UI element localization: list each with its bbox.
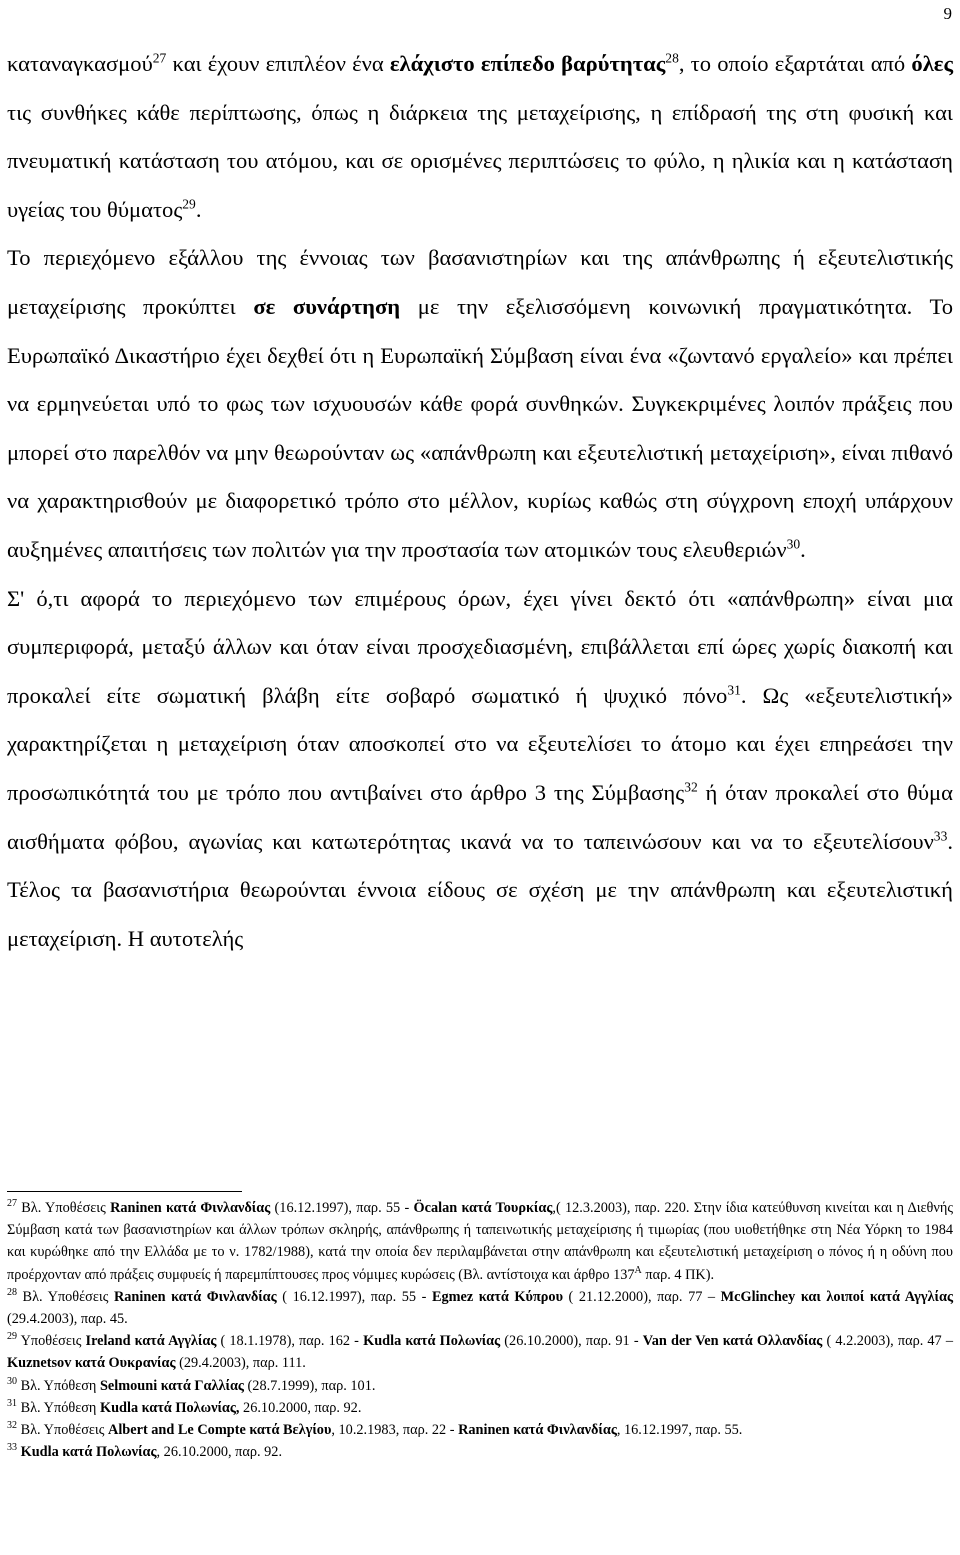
bold-text: σε συνάρτηση <box>253 293 401 319</box>
footnote-ref: 28 <box>7 1287 17 1299</box>
footnote <box>7 1441 953 1463</box>
text-run: (29.4.2003), παρ. 45. <box>7 1311 128 1328</box>
footnote-ref: 32 <box>7 1420 17 1432</box>
text-run: ( 16.12.1997), παρ. 55 - <box>276 1288 432 1305</box>
bold-text: Kuznetsov κατά Ουκρανίας <box>7 1355 176 1372</box>
bold-text: Raninen κατά Φινλανδίας <box>110 1200 271 1216</box>
footnote-divider <box>7 1191 242 1192</box>
bold-text: Raninen κατά Φινλανδίας <box>458 1422 617 1439</box>
text-run: και έχουν επιπλέον ένα <box>166 51 390 76</box>
footnote <box>7 1375 953 1397</box>
text-run: τις συνθήκες κάθε περίπτωσης, όπως η διάρκεια της μεταχείρισης, η επίδρασή της στη φυσική και πνευματική κατάσταση του ατόμου, και σε ορισμένες περιπτώσεις το φύλο, η ηλικία και η κατάσταση υγείας του θύματος <box>7 99 953 222</box>
footnote <box>7 1397 953 1419</box>
text-run: ( 18.1.1978), παρ. 162 - <box>216 1333 364 1350</box>
footnotes <box>7 1197 953 1463</box>
text-run: ( 4.2.2003), παρ. 47 – <box>822 1333 953 1350</box>
text-run: παρ. 4 ΠΚ). <box>641 1266 715 1283</box>
footnote <box>7 1419 953 1441</box>
text-run: Βλ. Υπόθεση <box>17 1399 100 1416</box>
footnote-ref: 29 <box>182 196 196 212</box>
text-run: (26.10.2000), παρ. 91 - <box>500 1333 643 1350</box>
text-run: Το περιεχόμενο εξάλλου της έννοιας των βασανιστηρίων και της απάνθρωπης ή εξευτελιστικής μεταχείρισης προκύπτει <box>7 245 953 319</box>
text-run: Υποθέσεις <box>17 1333 86 1350</box>
footnote-ref: 32 <box>684 779 698 795</box>
bold-text: McGlinchey και λοιποί κατά Αγγλίας <box>720 1288 953 1305</box>
footnote-ref: 30 <box>786 536 801 552</box>
footnote <box>7 1330 953 1374</box>
bold-text: Raninen κατά Φινλανδίας <box>113 1288 277 1305</box>
footnote <box>7 1286 953 1330</box>
text-run: , 10.2.1983, παρ. 22 - <box>331 1422 459 1439</box>
text-run: . Τέλος τα βασανιστήρια θεωρούνται έννοια είδους σε σχέση με την απάνθρωπη και εξευτελιστική μεταχείριση. Η αυτοτελής <box>7 828 953 951</box>
text-run: (16.12.1997), παρ. 55 - <box>270 1200 414 1216</box>
footnote-ref: 27 <box>152 50 167 66</box>
text-run: ,( 12.3.2003), παρ. 220. Στην ίδια κατεύθυνση κινείται και η Διεθνής Σύμβαση κατά των βασανιστηρίων και άλλων τρόπων σκληρής, απάνθρωπης ή ταπεινωτικής μεταχείρισης ή τιμωρίας (που υιοθετήθηκε στη Νέα Υόρκη το 1984 και κυρώθηκε από την Ελλάδα με το ν. 1782/1988), κατά την οποία δεν περιλαμβάνεται στην απάνθρωπη και εξευτελιστική μεταχείριση ο πόνος ή η οδύνη που προέρχονταν από πράξεις συμφυείς ή παρεμπίπτουσες προς νόμιμες κυρώσεις (Βλ. αντίστοιχα και άρθρο 137 <box>7 1200 954 1283</box>
bold-text: Ireland κατά Αγγλίας <box>85 1333 217 1350</box>
text-run: ή όταν προκαλεί στο θύμα αισθήματα φόβου, αγωνίας και κατωτερότητας ικανά να το ταπεινώσουν και να το εξευτελίσουν <box>7 779 953 854</box>
bold-text: Albert and Le Compte κατά Βελγίου <box>108 1422 332 1439</box>
footnote-ref: 30 <box>7 1375 17 1387</box>
bold-text: Egmez κατά Κύπρου <box>431 1288 563 1305</box>
paragraph <box>7 40 953 234</box>
footnote-ref: 33 <box>7 1442 17 1454</box>
body-text <box>7 40 953 963</box>
text-run: . <box>195 196 202 222</box>
page-number: 9 <box>943 4 952 23</box>
footnote-ref: 27 <box>7 1198 17 1210</box>
text-run: καταναγκασμού <box>7 51 153 76</box>
bold-text: Kudla κατά Πολωνίας <box>363 1333 501 1350</box>
text-run: . <box>800 536 806 562</box>
text-run: Βλ. Υπόθεση <box>17 1377 100 1394</box>
text-run: . Ως «εξευτελιστική» χαρακτηρίζεται η μεταχείριση όταν αποσκοπεί στο να εξευτελίσει το άτομο και έχει επηρεάσει την προσωπικότητά του με τρόπο που αντιβαίνει στο άρθρο 3 της Σύμβασης <box>7 682 953 805</box>
bold-text: όλες <box>911 51 953 76</box>
paragraph <box>7 575 953 964</box>
footnote-ref: 28 <box>665 50 679 66</box>
footnote-ref: 29 <box>7 1331 17 1343</box>
footnote-ref: 33 <box>933 827 948 843</box>
bold-text: Selmouni κατά Γαλλίας <box>99 1377 244 1394</box>
text-run: (29.4.2003), παρ. 111. <box>175 1355 306 1372</box>
text-run: Βλ. Υποθέσεις <box>17 1200 111 1216</box>
footnote-ref: 31 <box>7 1398 17 1410</box>
bold-text: ελάχιστο επίπεδο βαρύτητας <box>389 51 666 76</box>
text-run: , 16.12.1997, παρ. 55. <box>616 1422 743 1439</box>
text-run: Βλ. Υποθέσεις <box>17 1288 114 1305</box>
bold-text: Van der Ven κατά Ολλανδίας <box>642 1333 823 1350</box>
footnote-ref: 31 <box>727 682 741 698</box>
text-run: ( 21.12.2000), παρ. 77 – <box>563 1288 721 1305</box>
bold-text: Öcalan κατά Τουρκίας <box>413 1200 553 1216</box>
text-run: 26.10.2000, παρ. 92. <box>239 1399 362 1416</box>
text-run: Βλ. Υποθέσεις <box>17 1422 108 1439</box>
text-run: (28.7.1999), παρ. 101. <box>243 1377 376 1394</box>
bold-text: Kudla κατά Πολωνίας <box>20 1444 157 1461</box>
paragraph <box>7 234 953 574</box>
bold-text: Kudla κατά Πολωνίας, <box>99 1399 240 1416</box>
footnote <box>7 1197 953 1286</box>
footnote-ref: Α <box>634 1264 642 1276</box>
text-run: Σ' ό,τι αφορά το περιεχόμενο των επιμέρους όρων, έχει γίνει δεκτό ότι «απάνθρωπη» είναι μια συμπεριφορά, μεταξύ άλλων και όταν είναι προσχεδιασμένη, επιβάλλεται επί ώρες χωρίς διακοπή και προκαλεί είτε σωματική βλάβη είτε σοβαρό σωματικό ή ψυχικό πόνο <box>7 585 953 708</box>
text-run: , το οποίο εξαρτάται από <box>678 51 912 76</box>
text-run: , 26.10.2000, παρ. 92. <box>156 1444 283 1461</box>
text-run: με την εξελισσόμενη κοινωνική πραγματικότητα. Το Ευρωπαϊκό Δικαστήριο έχει δεχθεί ότι η Ευρωπαϊκή Σύμβαση είναι ένα «ζωντανό εργαλείο» και πρέπει να ερμηνεύεται υπό το φως των ισχυουσών κάθε φορά συνθηκών. Συγκεκριμένες λοιπόν πράξεις που μπορεί στο παρελθόν να μην θεωρούνταν ως «απάνθρωπη και εξευτελιστική μεταχείριση», είναι πιθανό να χαρακτηρισθούν με διαφορετικό τρόπο στο μέλλον, κυρίως καθώς στη σύγχρονη εποχή υπάρχουν αυξημένες απαιτήσεις των πολιτών για την προστασία των ατομικών τους ελευθεριών <box>7 293 953 562</box>
